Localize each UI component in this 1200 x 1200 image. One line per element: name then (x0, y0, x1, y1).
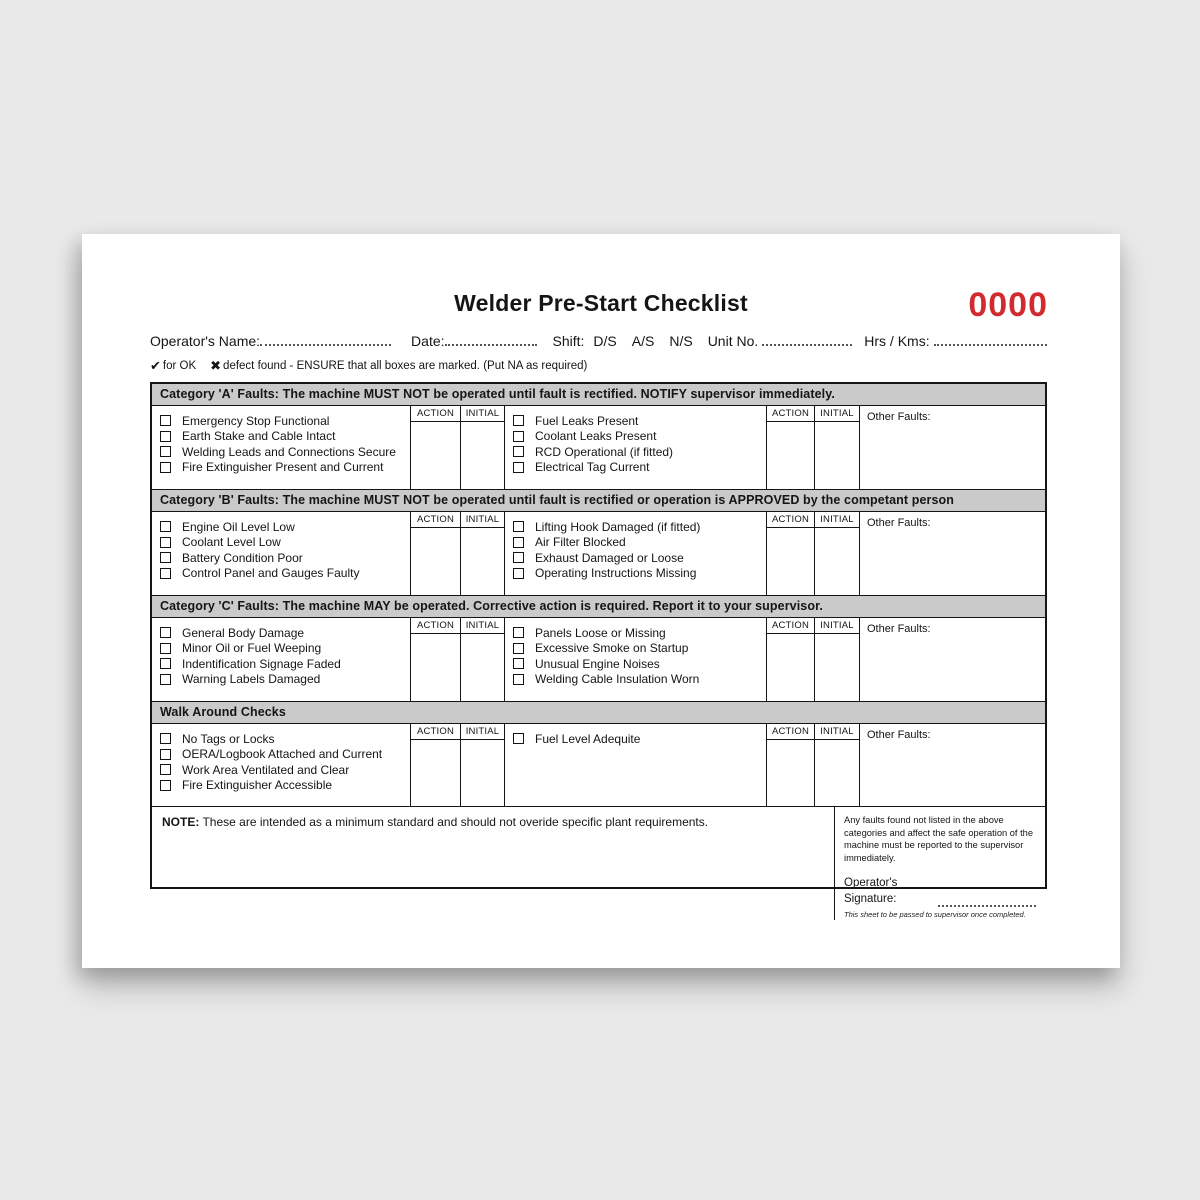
action-column-header: ACTION (767, 724, 814, 740)
date-label: Date: (411, 333, 445, 349)
checklist-item (513, 550, 762, 566)
shift-option-ns[interactable]: N/S (669, 333, 693, 349)
checklist-item (160, 625, 406, 641)
checklist-item-label: Unusual Engine Noises (535, 656, 660, 671)
item-checkbox[interactable] (160, 658, 171, 669)
date-input-line[interactable] (445, 336, 537, 346)
other-faults-cell[interactable] (860, 724, 1045, 806)
initial-column[interactable] (461, 512, 505, 595)
checklist-item (513, 444, 762, 460)
action-column[interactable] (767, 618, 815, 701)
form-number: 0000 (968, 286, 1048, 324)
initial-column-header: INITIAL (461, 406, 504, 422)
checklist-item (513, 429, 762, 445)
action-column-header: ACTION (767, 512, 814, 528)
item-checkbox[interactable] (160, 568, 171, 579)
item-checkbox[interactable] (160, 415, 171, 426)
checklist-item (160, 747, 406, 763)
checklist-right (505, 512, 767, 595)
item-checkbox[interactable] (160, 446, 171, 457)
operator-name-label: Operator's Name: (150, 333, 261, 349)
checklist-item (513, 625, 762, 641)
cross-icon: ✖ (210, 358, 222, 373)
checklist-left (152, 406, 411, 489)
other-faults-label: Other Faults: (867, 623, 931, 635)
action-column[interactable] (411, 512, 461, 595)
item-checkbox[interactable] (160, 431, 171, 442)
action-column[interactable] (767, 724, 815, 806)
section-header-category-a: Category 'A' Faults: The machine MUST NOT be operated until fault is rectified. NOTIFY supervisor immediately. (152, 384, 1045, 406)
other-faults-cell[interactable] (860, 406, 1045, 489)
item-checkbox[interactable] (160, 733, 171, 744)
checklist-item-label: Lifting Hook Damaged (if fitted) (535, 519, 701, 534)
marking-legend (150, 358, 587, 374)
checklist-item (160, 444, 406, 460)
item-checkbox[interactable] (513, 733, 524, 744)
legend-check-text: for OK (162, 360, 197, 372)
checklist-item (160, 778, 406, 794)
checklist-item-label: Fuel Leaks Present (535, 413, 639, 428)
item-checkbox[interactable] (513, 431, 524, 442)
checklist-item-label: Engine Oil Level Low (182, 519, 295, 534)
checklist-item-label: Coolant Leaks Present (535, 429, 657, 444)
item-checkbox[interactable] (513, 462, 524, 473)
section-header-category-c: Category 'C' Faults: The machine MAY be operated. Corrective action is required. Report it to your supervisor. (152, 596, 1045, 618)
action-column[interactable] (411, 724, 461, 806)
item-checkbox[interactable] (513, 521, 524, 532)
initial-column-header: INITIAL (815, 512, 859, 528)
initial-column[interactable] (461, 406, 505, 489)
signature-box (835, 807, 1045, 920)
initial-column[interactable] (815, 512, 860, 595)
other-faults-cell[interactable] (860, 512, 1045, 595)
check-icon: ✔ (150, 358, 161, 373)
checklist-item-label: Fire Extinguisher Present and Current (182, 460, 384, 475)
item-checkbox[interactable] (513, 643, 524, 654)
checklist-item-label: Battery Condition Poor (182, 550, 303, 565)
action-column[interactable] (767, 512, 815, 595)
action-column-header: ACTION (411, 406, 460, 422)
note-cell (152, 807, 835, 920)
item-checkbox[interactable] (513, 446, 524, 457)
other-faults-label: Other Faults: (867, 517, 931, 529)
item-checkbox[interactable] (160, 521, 171, 532)
legend-cross-text: defect found - ENSURE that all boxes are marked. (Put NA as required) (223, 360, 588, 372)
item-checkbox[interactable] (513, 568, 524, 579)
checklist-item (513, 460, 762, 476)
initial-column-header: INITIAL (815, 724, 859, 740)
signature-footnote: This sheet to be passed to supervisor once completed. (844, 910, 1026, 920)
item-checkbox[interactable] (513, 537, 524, 548)
checklist-item-label: Welding Leads and Connections Secure (182, 444, 396, 459)
action-column-header: ACTION (411, 512, 460, 528)
action-column-header: ACTION (411, 724, 460, 740)
shift-label: Shift: (552, 333, 585, 349)
initial-column-header: INITIAL (815, 406, 859, 422)
checklist-item-label: Coolant Level Low (182, 535, 281, 550)
action-column[interactable] (411, 406, 461, 489)
checklist-item-label: RCD Operational (if fitted) (535, 444, 674, 459)
checklist-item-label: Emergency Stop Functional (182, 413, 330, 428)
action-column[interactable] (411, 618, 461, 701)
checklist-item-label: Fire Extinguisher Accessible (182, 778, 333, 793)
action-column-header: ACTION (767, 618, 814, 634)
other-faults-cell[interactable] (860, 618, 1045, 701)
page-title: Welder Pre-Start Checklist (454, 290, 748, 316)
checklist-table (150, 382, 1047, 920)
item-checkbox[interactable] (160, 643, 171, 654)
checklist-item (160, 413, 406, 429)
initial-column-header: INITIAL (815, 618, 859, 634)
checklist-item-label: Warning Labels Damaged (182, 672, 321, 687)
unit-no-input-line[interactable] (762, 336, 852, 346)
checklist-left (152, 618, 411, 701)
checklist-item-label: Operating Instructions Missing (535, 566, 697, 581)
checklist-item-label: Earth Stake and Cable Intact (182, 429, 336, 444)
checklist-item (160, 460, 406, 476)
checklist-item-label: Work Area Ventilated and Clear (182, 762, 350, 777)
note-text: These are intended as a minimum standard and should not overide specific plant requirements. (199, 815, 709, 829)
item-checkbox[interactable] (513, 415, 524, 426)
section-header-category-b: Category 'B' Faults: The machine MUST NOT be operated until fault is rectified or operation is APPROVED by the competant person (152, 490, 1045, 512)
checklist-item (160, 641, 406, 657)
note-row (152, 807, 1045, 920)
header-fields-row (150, 333, 1047, 349)
action-column-header: ACTION (767, 406, 814, 422)
checklist-item (513, 413, 762, 429)
shift-option-ds[interactable]: D/S (593, 333, 617, 349)
checklist-item (160, 672, 406, 688)
checklist-item-label: Minor Oil or Fuel Weeping (182, 641, 322, 656)
checklist-item (160, 762, 406, 778)
hrs-kms-input-line[interactable] (934, 336, 1047, 346)
checklist-item (160, 429, 406, 445)
checklist-item-label: Welding Cable Insulation Worn (535, 672, 700, 687)
checklist-left (152, 724, 411, 806)
item-checkbox[interactable] (160, 627, 171, 638)
item-checkbox[interactable] (160, 462, 171, 473)
item-checkbox[interactable] (160, 674, 171, 685)
item-checkbox[interactable] (160, 764, 171, 775)
initial-column[interactable] (815, 724, 860, 806)
checklist-item-label: Air Filter Blocked (535, 535, 626, 550)
section-category-c (152, 596, 1045, 702)
initial-column-header: INITIAL (461, 724, 504, 740)
checklist-item (513, 535, 762, 551)
item-checkbox[interactable] (513, 552, 524, 563)
other-faults-label: Other Faults: (867, 411, 931, 423)
checklist-item (160, 656, 406, 672)
checklist-item-label: No Tags or Locks (182, 731, 275, 746)
checklist-item-label: Electrical Tag Current (535, 460, 650, 475)
initial-column-header: INITIAL (461, 512, 504, 528)
initial-column[interactable] (461, 618, 505, 701)
item-checkbox[interactable] (160, 780, 171, 791)
checklist-right (505, 406, 767, 489)
initial-column-header: INITIAL (461, 618, 504, 634)
unit-no-label: Unit No. (707, 333, 759, 349)
action-column[interactable] (767, 406, 815, 489)
item-checkbox[interactable] (513, 627, 524, 638)
shift-option-as[interactable]: A/S (631, 333, 655, 349)
note-label: NOTE: (162, 815, 200, 829)
checklist-left (152, 512, 411, 595)
checklist-item-label: Panels Loose or Missing (535, 625, 666, 640)
section-header-walk-around: Walk Around Checks (152, 702, 1045, 724)
checklist-item (160, 566, 406, 582)
checklist-item-label: Indentification Signage Faded (182, 656, 341, 671)
checklist-item-label: Control Panel and Gauges Faulty (182, 566, 360, 581)
checklist-right (505, 618, 767, 701)
checklist-item (513, 672, 762, 688)
item-checkbox[interactable] (160, 749, 171, 760)
initial-column[interactable] (461, 724, 505, 806)
checklist-right (505, 724, 767, 806)
checklist-item-label: Fuel Level Adequite (535, 731, 641, 746)
section-category-a (152, 384, 1045, 490)
checklist-item (513, 566, 762, 582)
hrs-kms-label: Hrs / Kms: (864, 333, 930, 349)
checklist-item (513, 731, 762, 747)
initial-column[interactable] (815, 618, 860, 701)
section-category-b (152, 490, 1045, 596)
item-checkbox[interactable] (513, 658, 524, 669)
action-column-header: ACTION (411, 618, 460, 634)
checklist-item-label: OERA/Logbook Attached and Current (182, 747, 383, 762)
operator-name-input-line[interactable] (260, 336, 391, 346)
checklist-item-label: General Body Damage (182, 625, 305, 640)
checklist-item (160, 550, 406, 566)
item-checkbox[interactable] (160, 537, 171, 548)
checklist-item-label: Exhaust Damaged or Loose (535, 550, 684, 565)
checklist-item (160, 535, 406, 551)
checklist-sheet (82, 234, 1120, 968)
checklist-item (160, 731, 406, 747)
operator-signature-line[interactable] (938, 897, 1036, 907)
signature-box-text: Any faults found not listed in the above categories and affect the safe operation of the machine must be reported to the supervisor immediately. (844, 815, 1033, 863)
checklist-item (160, 519, 406, 535)
initial-column[interactable] (815, 406, 860, 489)
checklist-item (513, 656, 762, 672)
item-checkbox[interactable] (160, 552, 171, 563)
checklist-item (513, 519, 762, 535)
other-faults-label: Other Faults: (867, 729, 931, 741)
operator-signature-label: Operator's Signature: (844, 877, 898, 905)
item-checkbox[interactable] (513, 674, 524, 685)
checklist-item (513, 641, 762, 657)
section-walk-around (152, 702, 1045, 807)
checklist-item-label: Excessive Smoke on Startup (535, 641, 689, 656)
